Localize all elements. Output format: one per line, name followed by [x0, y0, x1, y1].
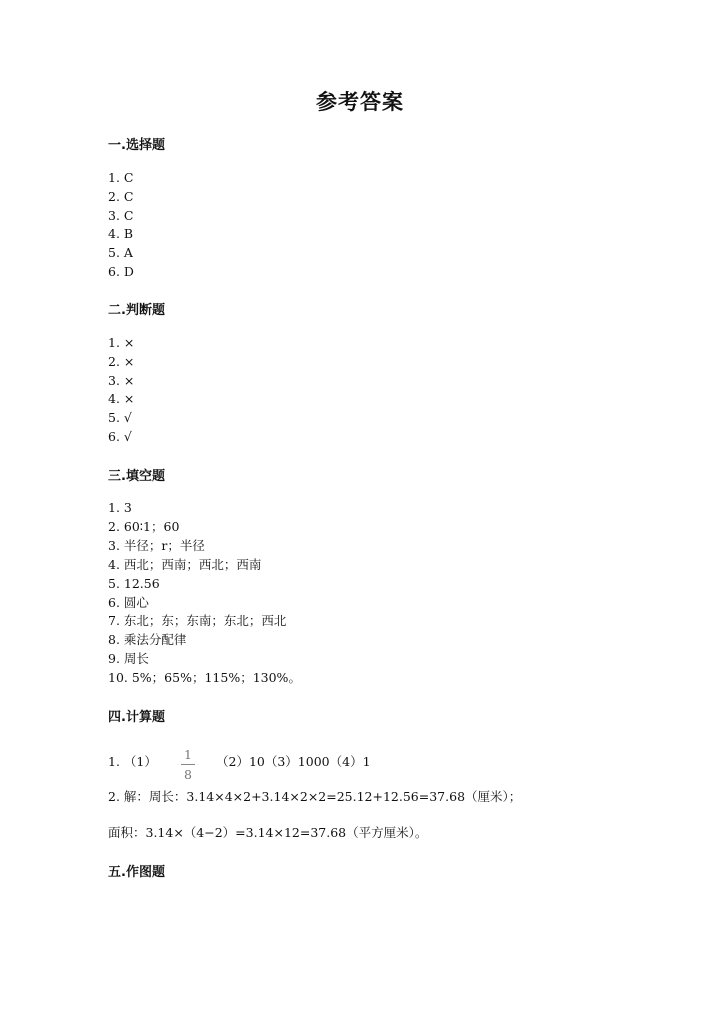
list-item: 2. C: [108, 189, 134, 204]
list-item: 4. ×: [108, 391, 135, 406]
list-item: 8. 乘法分配律: [108, 632, 187, 647]
fraction-one-eighth: [181, 748, 195, 782]
fraction-denominator: 8: [184, 767, 192, 782]
list-item: 2. ×: [108, 354, 135, 369]
list-item: 10. 5%；65%；115%；130%。: [108, 670, 301, 685]
calc-q1-suffix: （2）10（3）1000（4）1: [216, 754, 371, 769]
list-item: 6. 圆心: [108, 595, 149, 610]
list-item: 2. 60∶1；60: [108, 519, 180, 534]
list-item: 3. 半径；r；半径: [108, 538, 205, 553]
list-item: 3. ×: [108, 373, 135, 388]
list-item: 1. ×: [108, 335, 135, 350]
page-title: 参考答案: [316, 90, 404, 114]
list-item: 9. 周长: [108, 651, 149, 666]
calc-q2-line2: 面积：3.14×（4−2）=3.14×12=37.68（平方厘米）。: [108, 825, 428, 840]
list-item: 4. 西北；西南；西北；西南: [108, 557, 262, 572]
list-item: 4. B: [108, 226, 134, 241]
list-item: 5. √: [108, 410, 132, 425]
list-item: 3. C: [108, 208, 134, 223]
list-item: 1. C: [108, 170, 134, 185]
list-item: 6. D: [108, 264, 134, 279]
fraction-bar: [181, 764, 195, 765]
list-item: 1. 3: [108, 500, 132, 515]
list-item: 7. 东北；东；东南；东北；西北: [108, 613, 287, 628]
fraction-numerator: 1: [184, 747, 192, 762]
list-item: 6. √: [108, 429, 132, 444]
calc-q2-line1: 2. 解：周长：3.14×4×2+3.14×2×2=25.12+12.56=37.68（厘米）；: [108, 789, 522, 804]
list-item: 5. A: [108, 245, 133, 260]
section-heading-choice: 一.选择题: [108, 138, 165, 153]
list-item: 5. 12.56: [108, 576, 160, 591]
section-heading-fill: 三.填空题: [108, 469, 165, 484]
section-heading-draw: 五.作图题: [108, 865, 165, 880]
section-heading-calc: 四.计算题: [108, 710, 165, 725]
calc-q1-prefix: 1. （1）: [108, 754, 157, 769]
section-heading-judge: 二.判断题: [108, 303, 165, 318]
